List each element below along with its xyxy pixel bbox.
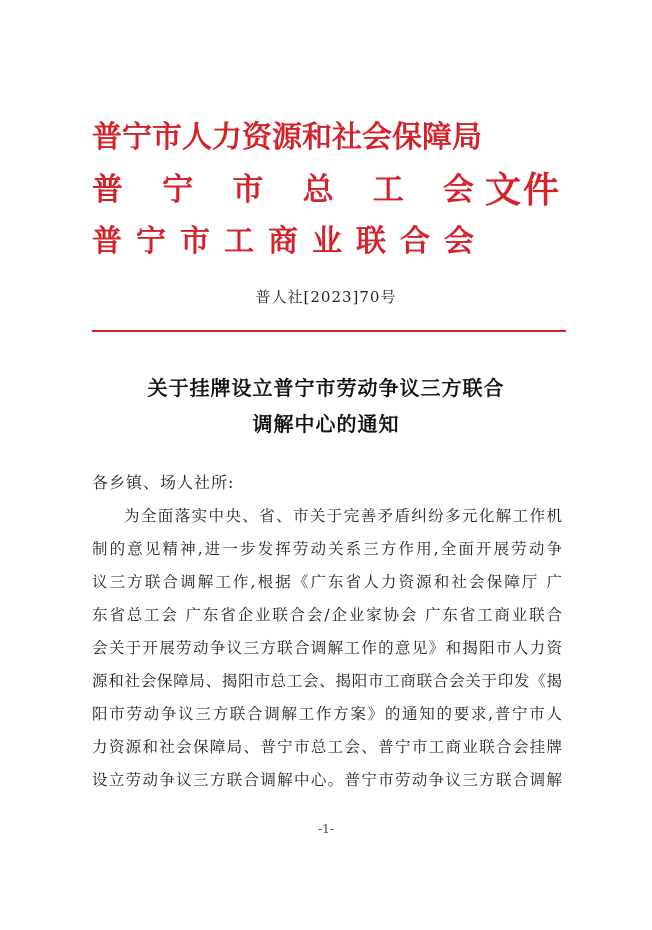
issuer-hrss-bureau: 普宁市人力资源和社会保障局 <box>92 120 482 155</box>
issuer-char: 工 <box>372 172 404 208</box>
issuer-char: 普 <box>92 224 122 259</box>
page-number: -1- <box>318 822 334 836</box>
body-line: 制的意见精神,进一步发挥劳动关系三方作用,全面开展劳动争 <box>92 540 562 558</box>
body-line: 力资源和社会保障局、普宁市总工会、普宁市工商业联合会挂牌 <box>92 738 562 756</box>
issuer-federation-of-trade-unions <box>92 164 474 216</box>
body-line: 阳市劳动争议三方联合调解工作方案》的通知的要求,普宁市人 <box>92 705 562 723</box>
issuer-char: 合 <box>400 224 430 259</box>
body-line: 东省总工会 广东省企业联合会/企业家协会 广东省工商业联合 <box>92 606 562 624</box>
issuer-char: 总 <box>302 172 334 208</box>
document-title <box>0 370 652 442</box>
issuer-char: 宁 <box>162 172 194 208</box>
salutation: 各乡镇、场人社所: <box>92 473 235 492</box>
body-line: 会关于开展劳动争议三方联合调解工作的意见》和揭阳市人力资 <box>92 639 562 657</box>
issuer-char: 宁 <box>136 224 166 259</box>
issuer-char: 市 <box>232 172 264 208</box>
body-line: 设立劳动争议三方联合调解中心。普宁市劳动争议三方联合调解 <box>92 771 562 789</box>
document-number: 普人社[2023]70号 <box>255 288 397 306</box>
issuer-char: 会 <box>444 224 474 259</box>
issuer-char: 业 <box>312 224 342 259</box>
title-line-1: 关于挂牌设立普宁市劳动争议三方联合 <box>147 376 505 400</box>
body-line: 议三方联合调解工作,根据《广东省人力资源和社会保障厅 广 <box>92 573 562 591</box>
title-line-2: 调解中心的通知 <box>252 412 400 436</box>
issuer-federation-of-industry-commerce <box>92 216 474 268</box>
issuer-char: 商 <box>268 224 298 259</box>
body-line: 为全面落实中央、省、市关于完善矛盾纠纷多元化解工作机 <box>124 507 562 525</box>
issuer-char: 工 <box>224 224 254 259</box>
issuer-char: 市 <box>180 224 210 259</box>
file-label: 文件 <box>485 170 562 211</box>
issuer-char: 会 <box>442 172 474 208</box>
body-text <box>92 500 562 797</box>
issuer-char: 联 <box>356 224 386 259</box>
issuer-char: 普 <box>92 172 123 208</box>
red-divider-line <box>92 330 566 332</box>
body-line: 源和社会保障局、揭阳市总工会、揭阳市工商联合会关于印发《揭 <box>92 672 562 690</box>
